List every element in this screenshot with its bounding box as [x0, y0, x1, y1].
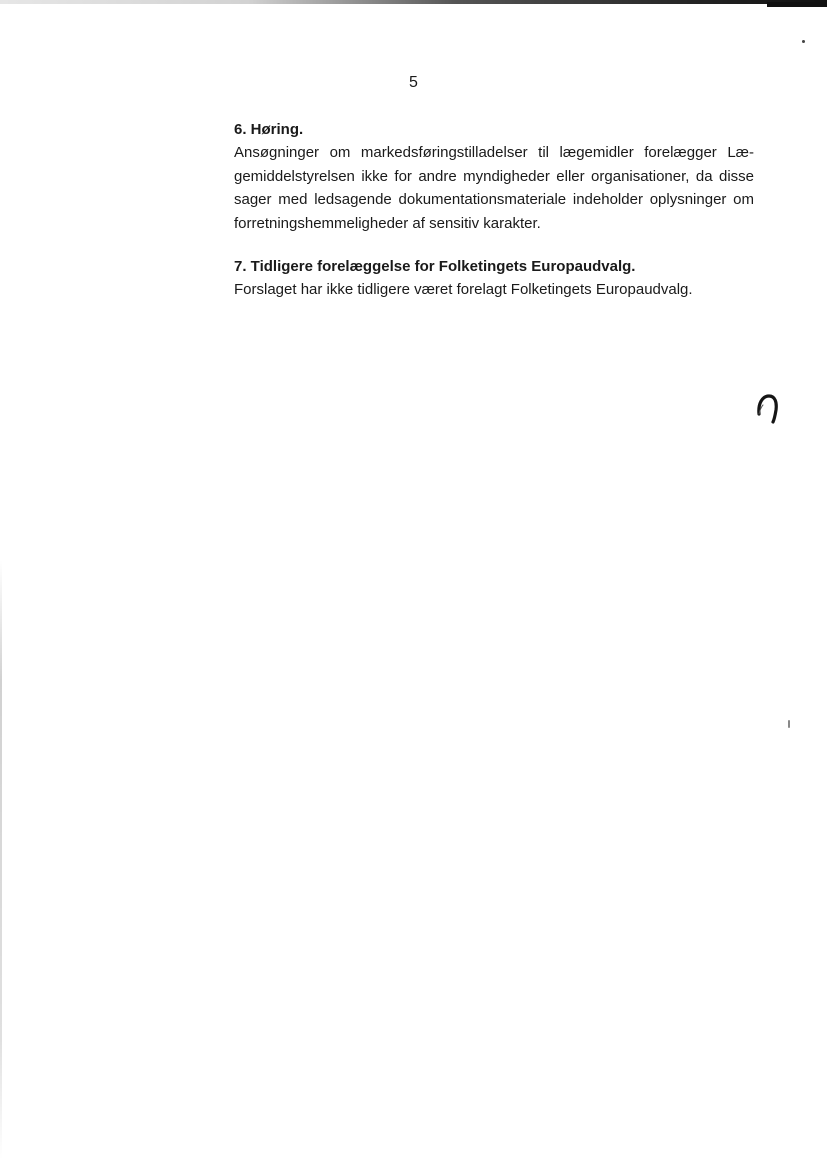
section-previous-submission	[234, 256, 754, 302]
page-number: 5	[409, 74, 418, 91]
scan-left-edge	[0, 560, 2, 1160]
scan-top-right-edge	[767, 2, 827, 7]
section-hearing	[234, 119, 754, 235]
scan-speck	[802, 40, 805, 43]
scan-speck	[788, 720, 790, 728]
section-text: Ansøgninger om markedsføringstilladelser til lægemidler forelægger Lægemiddelstyrelsen ikke for andre myndigheder eller organisationer, da disse sager med ledsagende dokumentationsmateriale indeholder oplysninger om forretningshemmeligheder af sensitiv karakter.	[234, 144, 754, 232]
section-heading: 6. Høring.	[234, 121, 304, 138]
section-text: Forslaget har ikke tidligere været forelagt Folketingets Europaudvalg.	[234, 281, 693, 298]
handwritten-hook-mark-icon	[756, 392, 780, 424]
scan-top-edge	[0, 0, 827, 4]
document-body	[234, 119, 754, 323]
section-heading: 7. Tidligere forelæggelse for Folketingets Europaudvalg.	[234, 258, 636, 275]
